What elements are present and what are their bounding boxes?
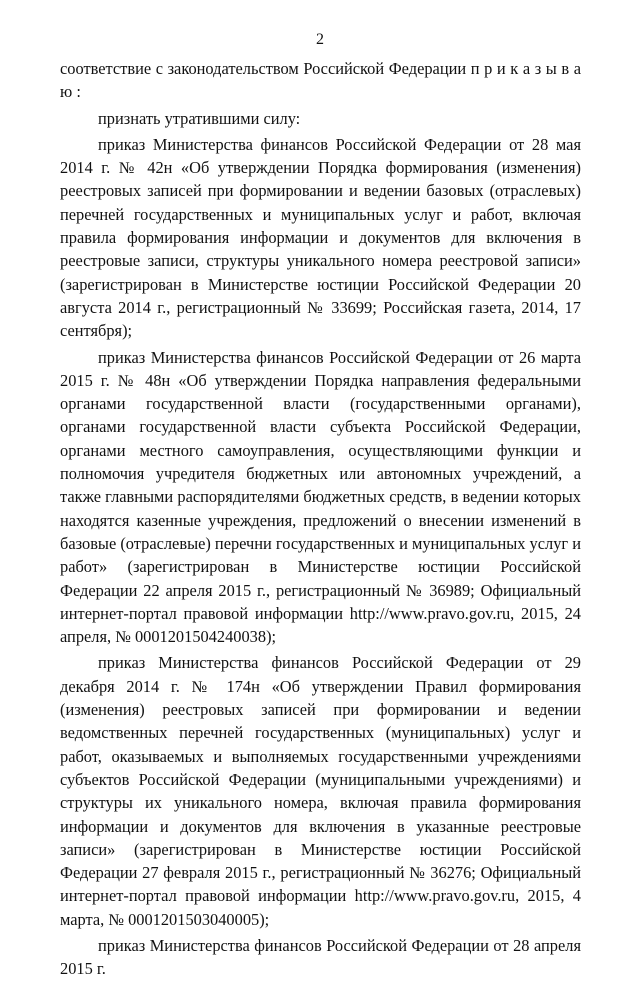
paragraph-repeal-intro: признать утратившими силу: [98, 108, 301, 128]
paragraph-order-174n: приказ Министерства финансов Российской Федерации от 29 декабря 2014 г. № 174н «Об утверждении Правил формирования (изменения) реестровых записей при формировании и ведении ведомственных перечней государственных (муниципальных) услуг и работ, оказываемых и выполняемых государственными учреждениями субъектов Российской Федерации (муниципальными учреждениями) и структуры их уникального номера, включая правила формирования информации и документов для включения в указанные реестровые записи» (зарегистрирован в Министерстве юстиции Российской Федерации 27 февраля 2015 г., регистрационный № 36276; Официальный интернет-портал правовой информации http://www.pravo.gov.ru, 2015, 4 марта, № 0001201503040005); [60, 653, 581, 929]
page-number: 2 [316, 31, 324, 48]
paragraph-order-42n: приказ Министерства финансов Российской Федерации от 28 мая 2014 г. № 42н «Об утверждении Порядка формирования (изменения) реестровых записей при формировании и ведении базовых (отраслевых) перечней государственных и муниципальных услуг и работ, включая правила формирования информации и документов для включения в реестровые записи, структуры уникального номера реестровой записи» (зарегистрирован в Министерстве юстиции Российской Федерации 20 августа 2014 г., регистрационный № 33699; Российская газета, 2014, 17 сентября); [60, 134, 581, 341]
paragraph-order-april-2015: приказ Министерства финансов Российской Федерации от 28 апреля 2015 г. [60, 935, 581, 979]
paragraph-order-48n: приказ Министерства финансов Российской Федерации от 26 марта 2015 г. № 48н «Об утверждении Порядка направления федеральными органами государственной власти (государственными органами), органами государственной власти субъекта Российской Федерации, органами местного самоуправления, осуществляющими функции и полномочия учредителя бюджетных или автономных учреждений, а также главными распорядителями бюджетных средств, в ведении которых находятся казенные учреждения, предложений о внесении изменений в базовые (отраслевые) перечни государственных и муниципальных услуг и работ» (зарегистрирован в Министерстве юстиции Российской Федерации 22 апреля 2015 г., регистрационный № 36989; Официальный интернет-портал правовой информации http://www.pravo.gov.ru, 2015, 24 апреля, № 0001201504240038); [60, 347, 581, 647]
document-body [60, 57, 581, 981]
paragraph-order-clause: соответствие с законодательством Российской Федерации п р и к а з ы в а ю : [60, 59, 581, 102]
